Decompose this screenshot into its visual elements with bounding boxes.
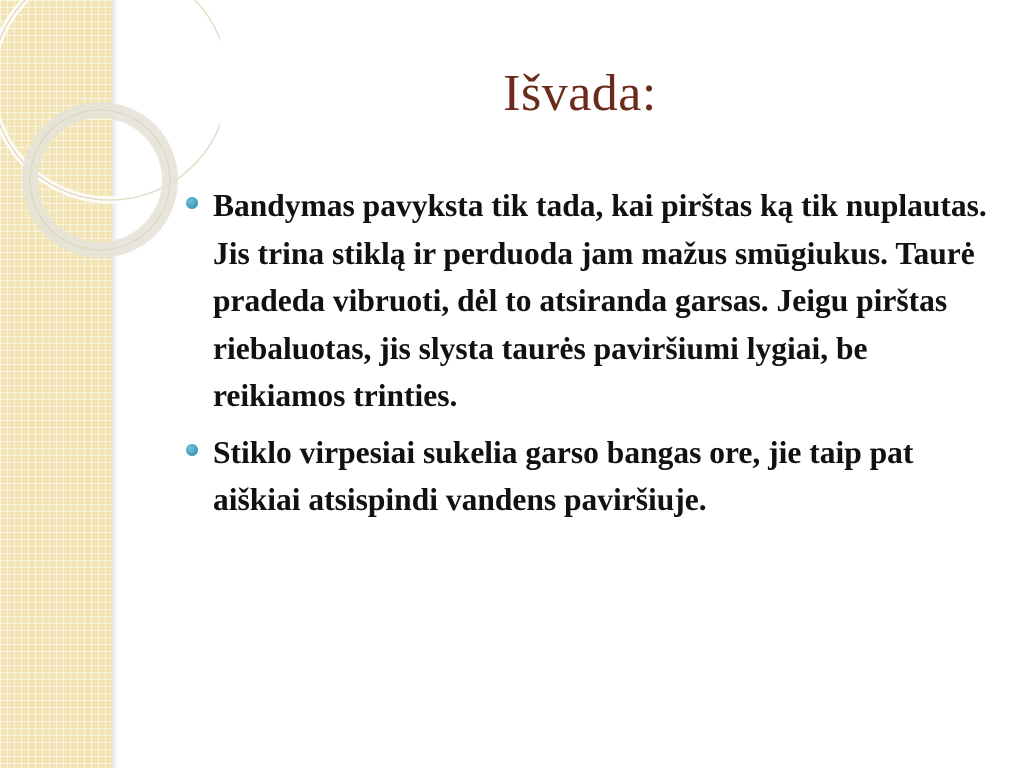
bullet-item (186, 182, 1001, 420)
bullet-dot-icon (186, 444, 198, 456)
bullet-text: Stiklo virpesiai sukelia garso bangas ore, jie taip pat aiškiai atsispindi vandens paviršiuje. (213, 434, 914, 517)
bullet-list (186, 182, 1001, 533)
bullet-dot-icon (186, 197, 198, 209)
bullet-item (186, 429, 1001, 524)
bullet-text: Bandymas pavyksta tik tada, kai pirštas ką tik nuplautas. Jis trina stiklą ir perduoda jam mažus smūgiukus. Taurė pradeda vibruoti, dėl to atsiranda garsas. Jeigu pirštas riebaluotas, jis slysta taurės paviršiumi lygiai, be reikiamos trinties. (213, 188, 987, 413)
slide-title: Išvada: (503, 65, 657, 122)
